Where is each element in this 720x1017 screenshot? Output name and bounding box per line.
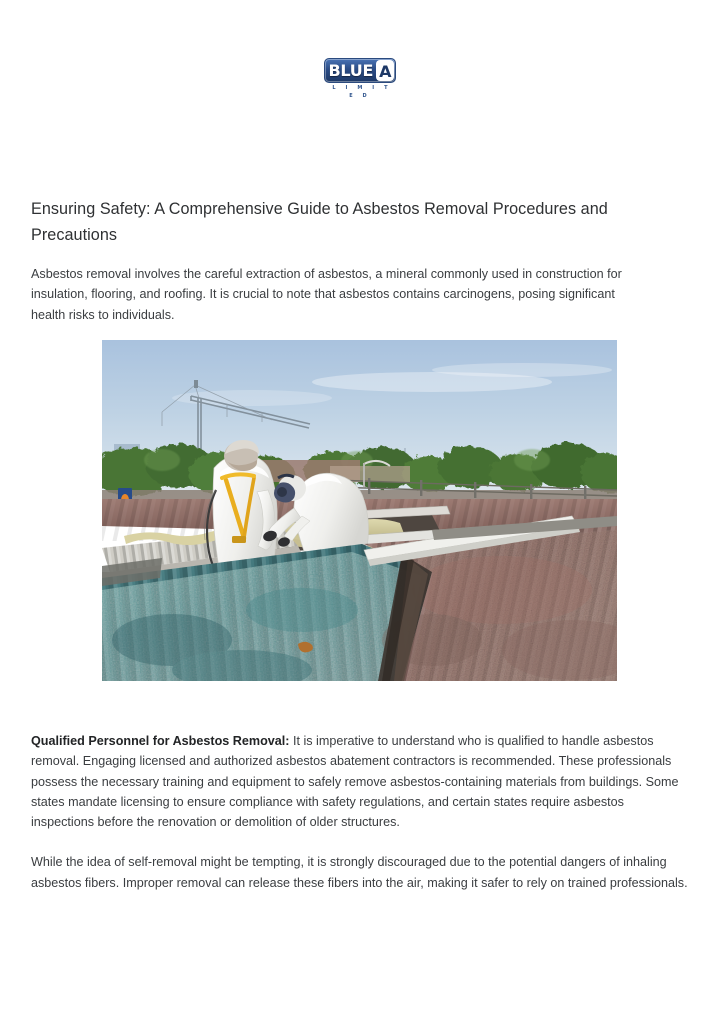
paragraph-body-text: It is imperative to understand who is qualified to handle asbestos removal. Engaging licensed and authorized asbestos abatement contractors is recommended. These professionals possess the necessary training and equipment to safely remove asbestos-containing materials from buildings. Some states mandate licensing to ensure compliance with safety regulations, and certain states require asbestos inspections before the renovation or demolition of older structures. (31, 734, 679, 830)
paragraph-self-removal: While the idea of self-removal might be tempting, it is strongly discouraged due to the potential dangers of inhaling asbestos fibers. Improper removal can release these fibers into the air, making it safer to rely on trained professionals. (31, 855, 688, 890)
logo-subtitle: L I M I T E D (332, 85, 392, 99)
asbestos-roof-removal-photo (102, 340, 617, 681)
article-body (31, 731, 689, 893)
article-header (31, 196, 689, 325)
intro-paragraph: Asbestos removal involves the careful extraction of asbestos, a mineral commonly used in construction for insulation, flooring, and roofing. It is crucial to note that asbestos contains carcinogens, posing significant health risks to individuals. (31, 267, 622, 322)
page-title: Ensuring Safety: A Comprehensive Guide to Asbestos Removal Procedures and Precautions (31, 200, 608, 244)
site-header (0, 0, 720, 100)
brand-logo[interactable] (322, 58, 398, 100)
logo-badge (324, 58, 397, 83)
logo-wordmark: BLUE (328, 61, 374, 80)
paragraph-lead-in: Qualified Personnel for Asbestos Removal: (31, 734, 290, 748)
paragraph-qualified-personnel (31, 731, 689, 832)
logo-accent-letter: A (376, 60, 394, 81)
article-figure (102, 340, 617, 681)
